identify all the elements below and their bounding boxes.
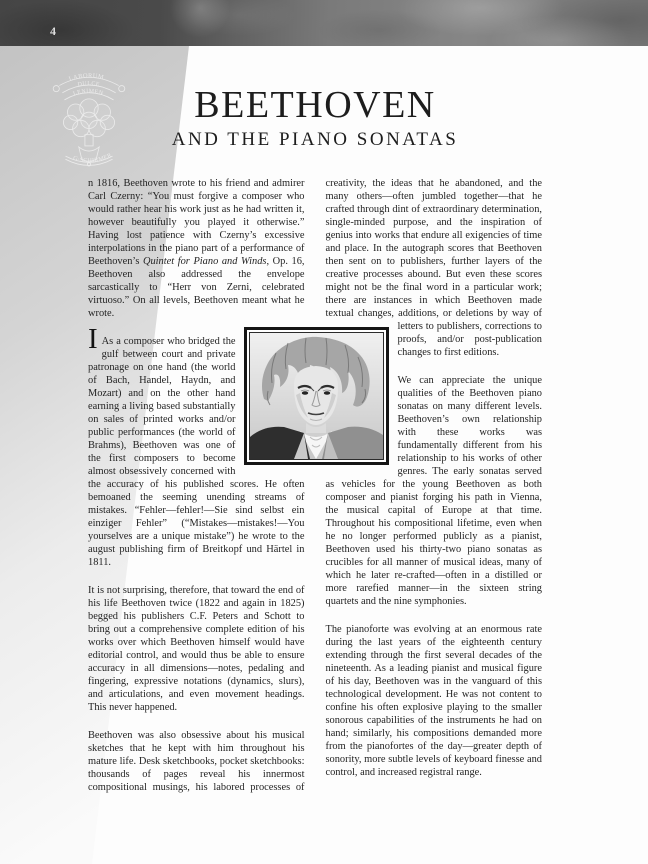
text-column-right	[326, 177, 543, 809]
work-title-italic: Quintet for Piano and Winds	[142, 256, 267, 267]
drop-cap: I	[88, 323, 98, 355]
paragraph: It is not surprising, therefore, that toward the end of his life Beethoven twice (1822 and again in 1825) begged his publishers C.F. Peters and Schott to bring out a comprehensive complete edition of his works over which Beethoven himself would have editorial control, and would thus be able to ensure accuracy in all dimensions—notes, pedaling and fingering, expressive notations (dynamics, slurs), and articulations, and even movement headings. This never happened.	[88, 585, 305, 713]
paragraph-text: , Op. 16, Beethoven also addressed the envelope sarcastically to “Herr von Zerni, celebrated virtuoso.” On all levels, Beethoven meant what he wrote.	[88, 256, 305, 319]
paragraph: As a composer who bridged the gulf between court and private patronage on one hand (the world of Bach, Handel, Haydn, and Mozart) and on the other hand earning a living based substantially on sales of printed works and/or public performances (the world of Brahms), Beethoven was one of the first composers to become almost obsessively concerned with the accuracy of his published scores. He often bemoaned the seeming unending streams of mistakes. “Fehler—fehler!—Sie sind selbst ein einziger Fehler” (“Mistakes—mistakes!—You yourselves are a unique mistake”) he wrote to the august publishing firm of Breitkopf und Härtel in 1811.	[88, 336, 305, 568]
body-text	[88, 177, 542, 809]
page-subtitle: AND THE PIANO SONATAS	[171, 129, 459, 150]
header-banner	[0, 0, 648, 46]
paragraph: Beethoven was also obsessive about his musical sketches that he kept with him throughout his mature life. Desk sketchbooks, pocket sketchbooks: thousands of pages reveal his innermost compositional musings, his labored processes of	[88, 730, 305, 793]
paragraph: creativity, the ideas that he abandoned, and the many others—often jumbled together—that he crafted through dint of extraordinary determination, single-minded purpose, and the inspiration of genius into works that endure all exigencies of time and place. In the autograph scores that Beethoven then sent on to publishers, further layers of the creative processes abound. But even these scores might not be the final word in a particular work; there are instances in which Beethoven made textual changes, additions, or deletions by way of letters to publishers, corrections to proofs, and/or post-publication changes to first editions.	[325, 178, 542, 358]
emblem-publisher-name: G·SCHIRMER	[72, 152, 114, 165]
page-number: 4	[50, 24, 57, 38]
emblem-motto-word: LENIMEN	[72, 88, 104, 98]
emblem-motto-word: DULCE	[77, 81, 101, 89]
beethoven-portrait-image	[250, 333, 383, 459]
title-block	[88, 84, 542, 151]
page-title: BEETHOVEN	[194, 84, 436, 126]
beethoven-portrait-frame	[249, 332, 384, 460]
emblem-motto-word: LABORUM	[68, 72, 105, 83]
beethoven-portrait	[244, 327, 389, 465]
svg-text:G·SCHIRMER	[72, 152, 114, 164]
paragraph	[88, 177, 305, 355]
paragraph: We can appreciate the unique qualities of the Beethoven piano sonatas on many different levels. Beethoven’s own relationship with these works was fundamentally different from his relationship to his works of other genres. The early sonatas served as vehicles for the young Beethoven as both composer and pianist forging his path in Vienna, the musical capital of Europe at that time. Throughout his compositional lifetime, even when he no longer performed publicly as a pianist, Beethoven used his thirty-two piano sonatas as crucibles for all manner of musical ideas, many of which he later re-crafted—often in a distilled or more rarefied manner—in the sixteen string quartets and the nine symphonies.	[325, 375, 542, 607]
paragraph: The pianoforte was evolving at an enormous rate during the last years of the eighteenth century extending through the first several decades of the nineteenth. As a leading pianist and musical figure of his day, Beethoven was in the vanguard of this technological development. He was not content to confine his often explosive playing to the smaller sonorous capabilities of the instruments he had on hand; similarly, his compositions demanded more from the pianofortes of the day—greater depth of sonority, more subtle levels of keyboard finesse and control, and increased registral range.	[325, 624, 542, 778]
text-column-left	[88, 177, 305, 809]
paragraph-text: n 1816, Beethoven wrote to his friend and admirer Carl Czerny: “You must forgive a composer who would rather hear his work just as he had written it, however beautifully you played it otherwise.” Having lost patience with Czerny’s excessive interpolations in the piano part of a performance of Beethoven’s	[88, 178, 305, 267]
